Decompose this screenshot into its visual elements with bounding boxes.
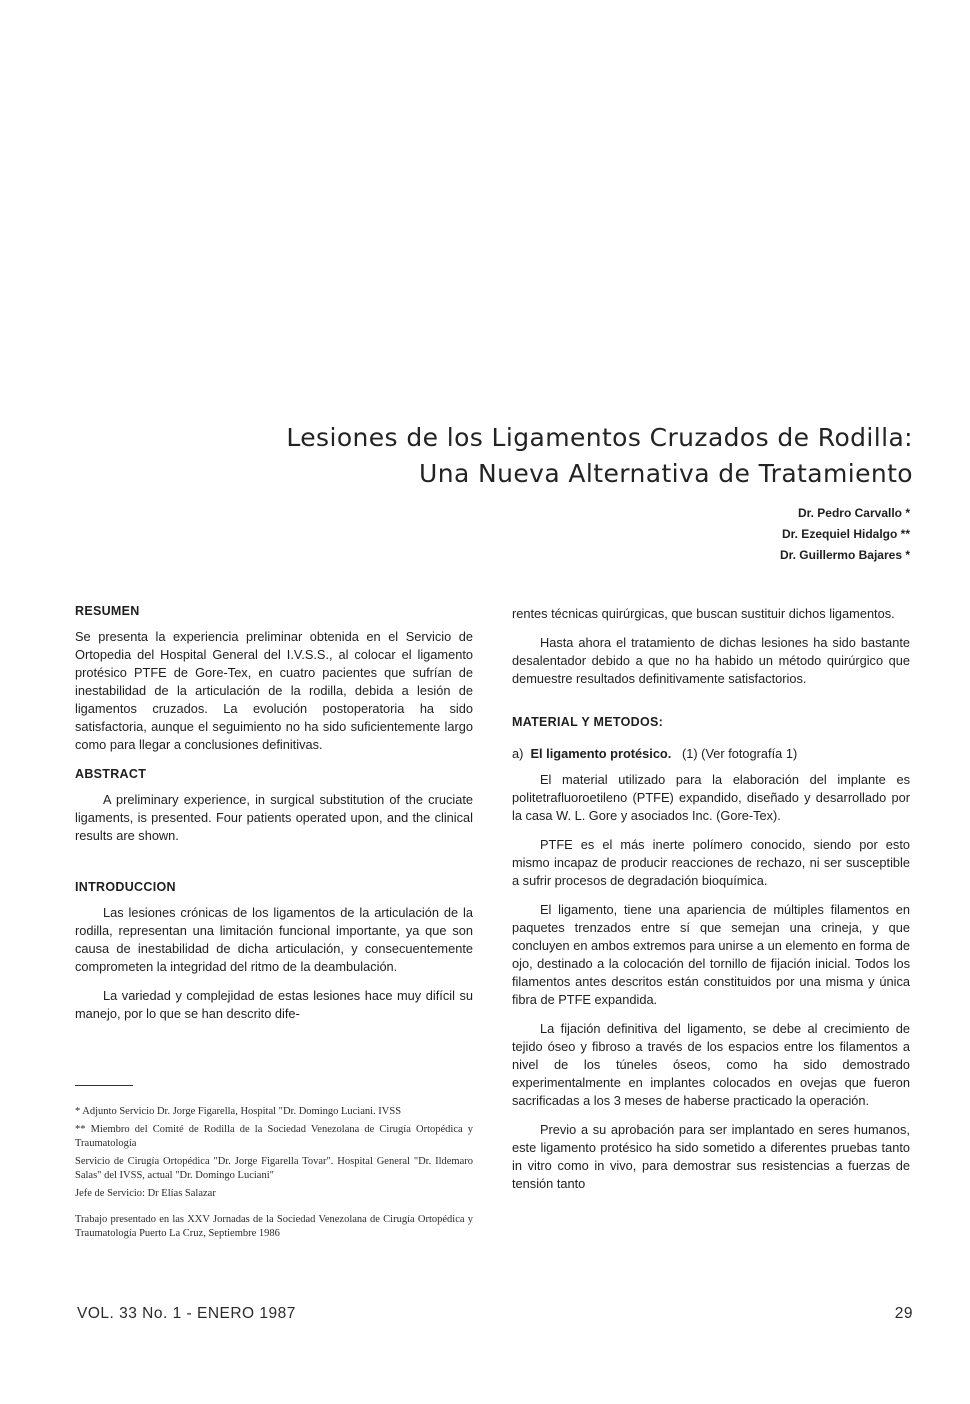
footnote-1: * Adjunto Servicio Dr. Jorge Figarella, Hospital "Dr. Domingo Luciani. IVSS — [75, 1106, 402, 1117]
journal-issue: VOL. 33 No. 1 - ENERO 1987 — [77, 1305, 296, 1322]
paragraph-continued: rentes técnicas quirúrgicas, que buscan sustituir dichos ligamentos. — [512, 606, 895, 621]
paragraph-material: El material utilizado para la elaboración del implante es politetrafluoroetileno (PTFE) expandido, diseñado y desarrollado por la casa W. L. Gore y asociados Inc. (Gore-Tex). — [512, 772, 910, 823]
footnote-3: Servicio de Cirugía Ortopédica "Dr. Jorge Figarella Tovar". Hospital General "Dr. Ildemaro Salas" del IVSS, actual "Dr. Domingo Luciani" — [75, 1156, 473, 1181]
footnote-rule — [75, 1085, 133, 1086]
footnote-5: Trabajo presentado en las XXV Jornadas de la Sociedad Venezolana de Cirugía Ortopédica y Traumatología Puerto La Cruz, Septiembre 1986 — [75, 1214, 473, 1239]
subsection-reference: (1) (Ver fotografía 1) — [681, 746, 798, 761]
material-heading: MATERIAL Y METODOS: — [512, 715, 664, 729]
subsection-ligamento — [512, 745, 910, 763]
abstract-text: A preliminary experience, in surgical substitution of the cruciate ligaments, is presented. Four patients operated upon, and the clinical results are shown. — [75, 792, 473, 843]
footnote-2: ** Miembro del Comité de Rodilla de la Sociedad Venezolana de Cirugía Ortopédica y Traumatología — [75, 1124, 473, 1149]
article-title — [233, 420, 913, 492]
page-footer — [77, 1305, 913, 1323]
right-column — [512, 605, 910, 1204]
paragraph-ptfe: PTFE es el más inerte polímero conocido, siendo por esto mismo incapaz de producir reacciones de rechazo, ni ser susceptible a sufrir procesos de degradación bioquímica. — [512, 837, 910, 888]
footnote-4: Jefe de Servicio: Dr Elías Salazar — [75, 1188, 216, 1199]
title-line-2: Una Nueva Alternativa de Tratamiento — [419, 459, 913, 488]
intro-paragraph-2: La variedad y complejidad de estas lesiones hace muy difícil su manejo, por lo que se han descrito dife- — [75, 988, 473, 1021]
paragraph-ligamento: El ligamento, tiene una apariencia de múltiples filamentos en paquetes trenzados entre sí que semejan una crineja, y que concluyen en ambos extremos para unirse a un elemento en forma de ojo, destinado a la colocación del tornillo de fijación inicial. Todos los filamentos antes descritos están constituidos por una misma y única fibra de PTFE expandida. — [512, 902, 910, 1007]
footnotes — [75, 1105, 473, 1245]
title-line-1: Lesiones de los Ligamentos Cruzados de Rodilla: — [286, 423, 913, 452]
author-list — [780, 503, 910, 566]
page-number: 29 — [894, 1305, 913, 1322]
paragraph-hasta: Hasta ahora el tratamiento de dichas lesiones ha sido bastante desalentador debido a que no ha habido un método quirúrgico que demuestre resultados definitivamente satisfactorios. — [512, 635, 910, 686]
intro-paragraph-1: Las lesiones crónicas de los ligamentos de la articulación de la rodilla, representan una limitación funcional importante, ya que son causa de inestabilidad de dicha articulación, y consecuentemente comprometen la integridad del ritmo de la deambulación. — [75, 905, 473, 974]
resumen-text: Se presenta la experiencia preliminar obtenida en el Servicio de Ortopedia del Hospital General del I.V.S.S., al colocar el ligamento protésico PTFE de Gore-Tex, en cuatro pacientes que sufrían de inestabilidad de la articulación de la rodilla, debida a lesión de ligamentos cruzados. La evolución postoperatoria ha sido satisfactoria, aunque el seguimiento no ha sido suficientemente largo como para llegar a conclusiones definitivas. — [75, 629, 473, 752]
paragraph-previo: Previo a su aprobación para ser implantado en seres humanos, este ligamento protésico ha sido sometido a diferentes pruebas tanto in vitro como in vivo, para demostrar sus resistencias a fuerzas de tensión tanto — [512, 1122, 910, 1191]
intro-heading: INTRODUCCION — [75, 880, 176, 894]
author-1: Dr. Pedro Carvallo * — [797, 506, 910, 520]
subsection-prefix: a) — [512, 746, 524, 761]
left-column — [75, 602, 473, 1034]
subsection-label: El ligamento protésico. — [530, 746, 672, 761]
abstract-heading: ABSTRACT — [75, 767, 147, 781]
author-3: Dr. Guillermo Bajares * — [779, 548, 910, 562]
author-2: Dr. Ezequiel Hidalgo ** — [781, 527, 910, 541]
paragraph-fijacion: La fijación definitiva del ligamento, se debe al crecimiento de tejido óseo y fibroso a través de los espacios entre los filamentos a nivel de los túneles óseos, como ha sido demostrado experimentalmente en implantes colocados en ovejas que fueron sacrificadas a los 3 meses de haberse practicado la operación. — [512, 1021, 910, 1108]
resumen-heading: RESUMEN — [75, 604, 140, 618]
